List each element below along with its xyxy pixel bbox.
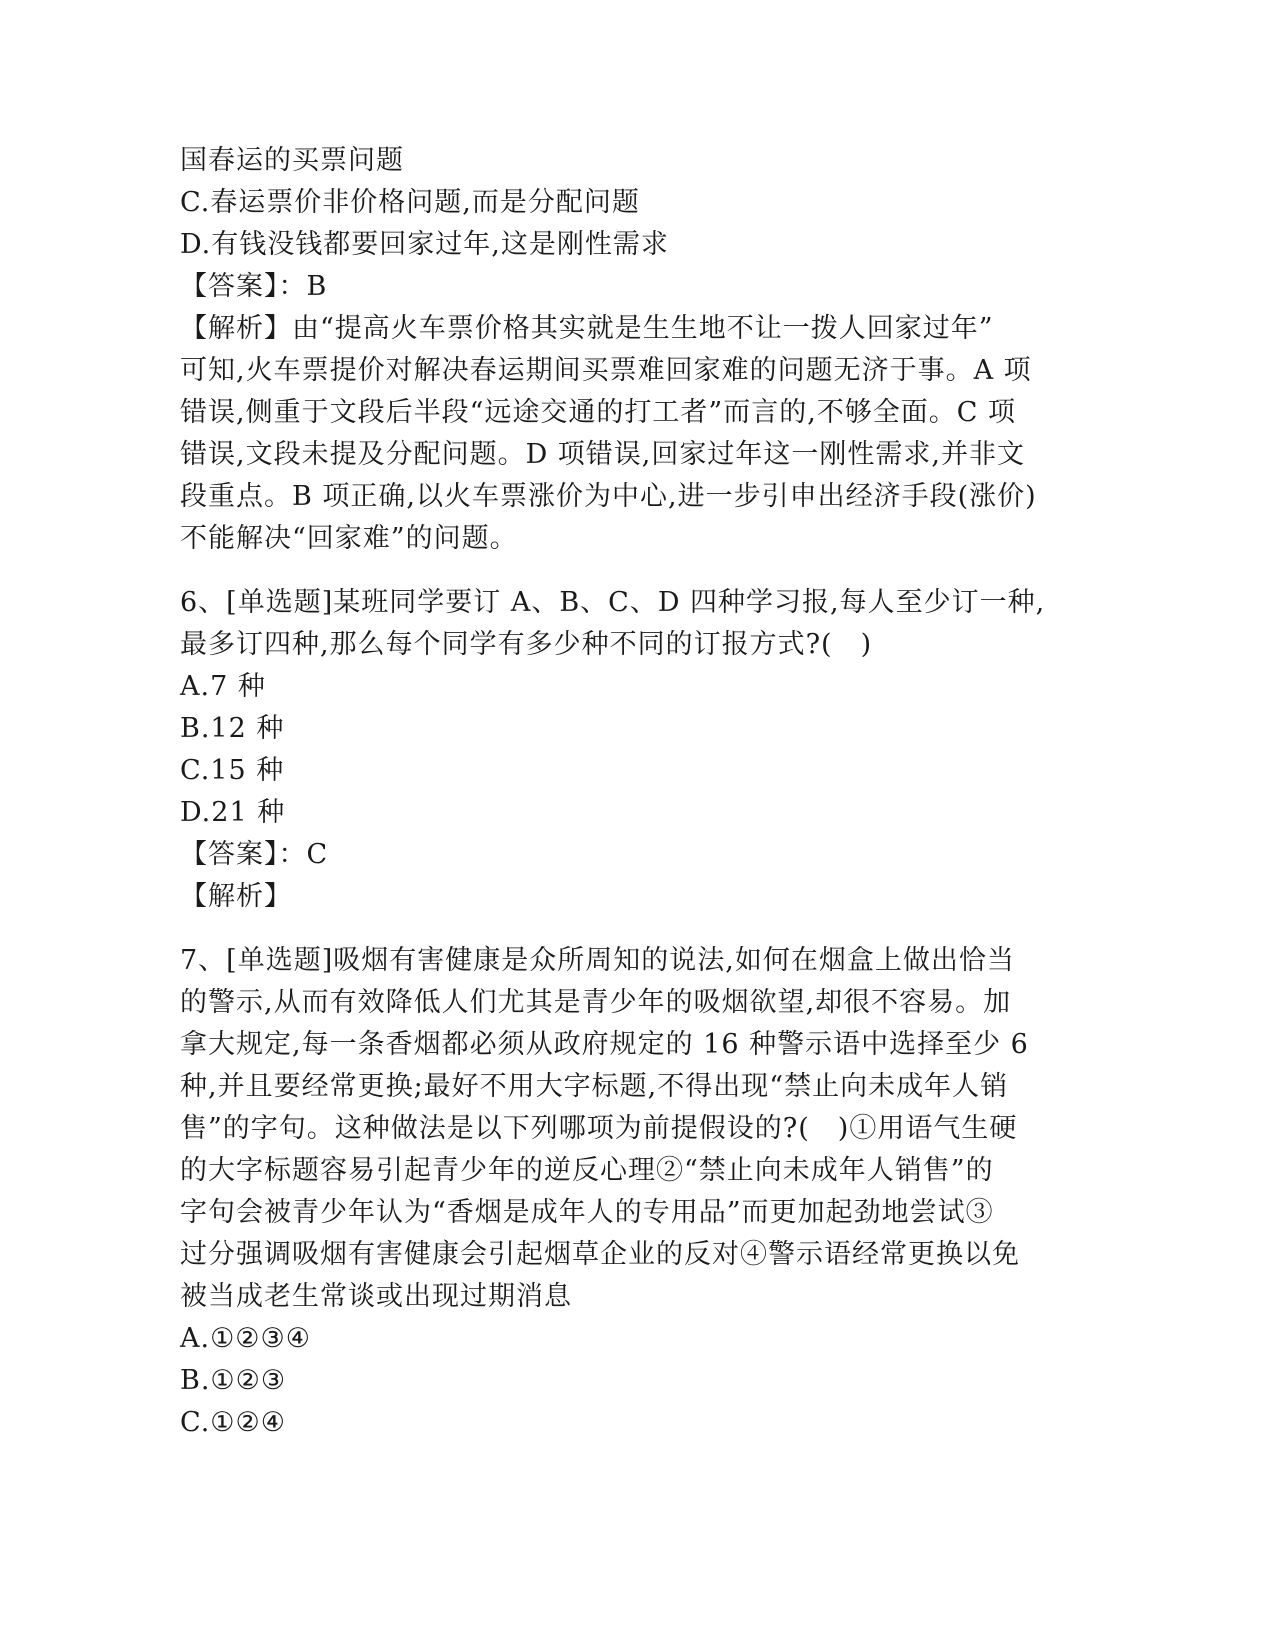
q7-stem-line: 过分强调吸烟有害健康会引起烟草企业的反对④警示语经常更换以免 bbox=[180, 1239, 1020, 1270]
q6-answer: 【答案】：C bbox=[180, 839, 329, 870]
q6-option-d: D.21 种 bbox=[180, 797, 286, 828]
document-page bbox=[180, 140, 1060, 1444]
q6-option-a: A.7 种 bbox=[180, 671, 266, 702]
question-6 bbox=[180, 582, 1060, 918]
q6-stem-line: 最多订四种,那么每个同学有多少种不同的订报方式?( ) bbox=[180, 629, 873, 660]
q7-stem-line: 的警示,从而有效降低人们尤其是青少年的吸烟欲望,却很不容易。加 bbox=[180, 987, 1012, 1018]
q5-option-c: C.春运票价非价格问题,而是分配问题 bbox=[180, 187, 640, 218]
q6-analysis: 【解析】 bbox=[180, 881, 292, 912]
q5-analysis-line: 【解析】由“提高火车票价格其实就是生生地不让一拨人回家过年” bbox=[180, 313, 994, 344]
q7-option-a: A.①②③④ bbox=[180, 1323, 311, 1354]
q7-option-c: C.①②④ bbox=[180, 1407, 286, 1438]
q7-stem-line: 拿大规定,每一条香烟都必须从政府规定的 16 种警示语中选择至少 6 bbox=[180, 1029, 1029, 1060]
q6-option-c: C.15 种 bbox=[180, 755, 285, 786]
q5-analysis-line: 错误,侧重于文段后半段“远途交通的打工者”而言的,不够全面。C 项 bbox=[180, 397, 1017, 428]
q5-analysis bbox=[180, 308, 1060, 560]
q5-analysis-line: 可知,火车票提价对解决春运期间买票难回家难的问题无济于事。A 项 bbox=[180, 355, 1032, 386]
q7-stem-line: 被当成老生常谈或出现过期消息 bbox=[180, 1281, 572, 1312]
question-7 bbox=[180, 940, 1060, 1444]
section-gap bbox=[180, 918, 1060, 940]
q5-option-d: D.有钱没钱都要回家过年,这是刚性需求 bbox=[180, 229, 669, 260]
q5-analysis-line: 段重点。B 项正确,以火车票涨价为中心,进一步引申出经济手段(涨价) bbox=[180, 481, 1037, 512]
q7-stem-line: 种,并且要经常更换;最好不用大字标题,不得出现“禁止向未成年人销 bbox=[180, 1071, 1009, 1102]
q6-stem-line: 6、[单选题]某班同学要订 A、B、C、D 四种学习报,每人至少订一种, bbox=[180, 587, 1046, 618]
section-gap bbox=[180, 560, 1060, 582]
q5-answer: 【答案】：B bbox=[180, 271, 328, 302]
q5-analysis-line: 不能解决“回家难”的问题。 bbox=[180, 523, 518, 554]
question-5-continuation bbox=[180, 140, 1060, 560]
q7-stem-line: 字句会被青少年认为“香烟是成年人的专用品”而更加起劲地尝试③ bbox=[180, 1197, 994, 1228]
q6-option-b: B.12 种 bbox=[180, 713, 285, 744]
q7-stem-line: 的大字标题容易引起青少年的逆反心理②“禁止向未成年人销售”的 bbox=[180, 1155, 994, 1186]
q5-option-b-continuation: 国春运的买票问题 bbox=[180, 145, 404, 176]
q7-stem-line: 售”的字句。这种做法是以下列哪项为前提假设的?( )①用语气生硬 bbox=[180, 1113, 1018, 1144]
q7-stem-line: 7、[单选题]吸烟有害健康是众所周知的说法,如何在烟盒上做出恰当 bbox=[180, 945, 1015, 976]
q7-option-b: B.①②③ bbox=[180, 1365, 287, 1396]
q5-analysis-line: 错误,文段未提及分配问题。D 项错误,回家过年这一刚性需求,并非文 bbox=[180, 439, 1025, 470]
